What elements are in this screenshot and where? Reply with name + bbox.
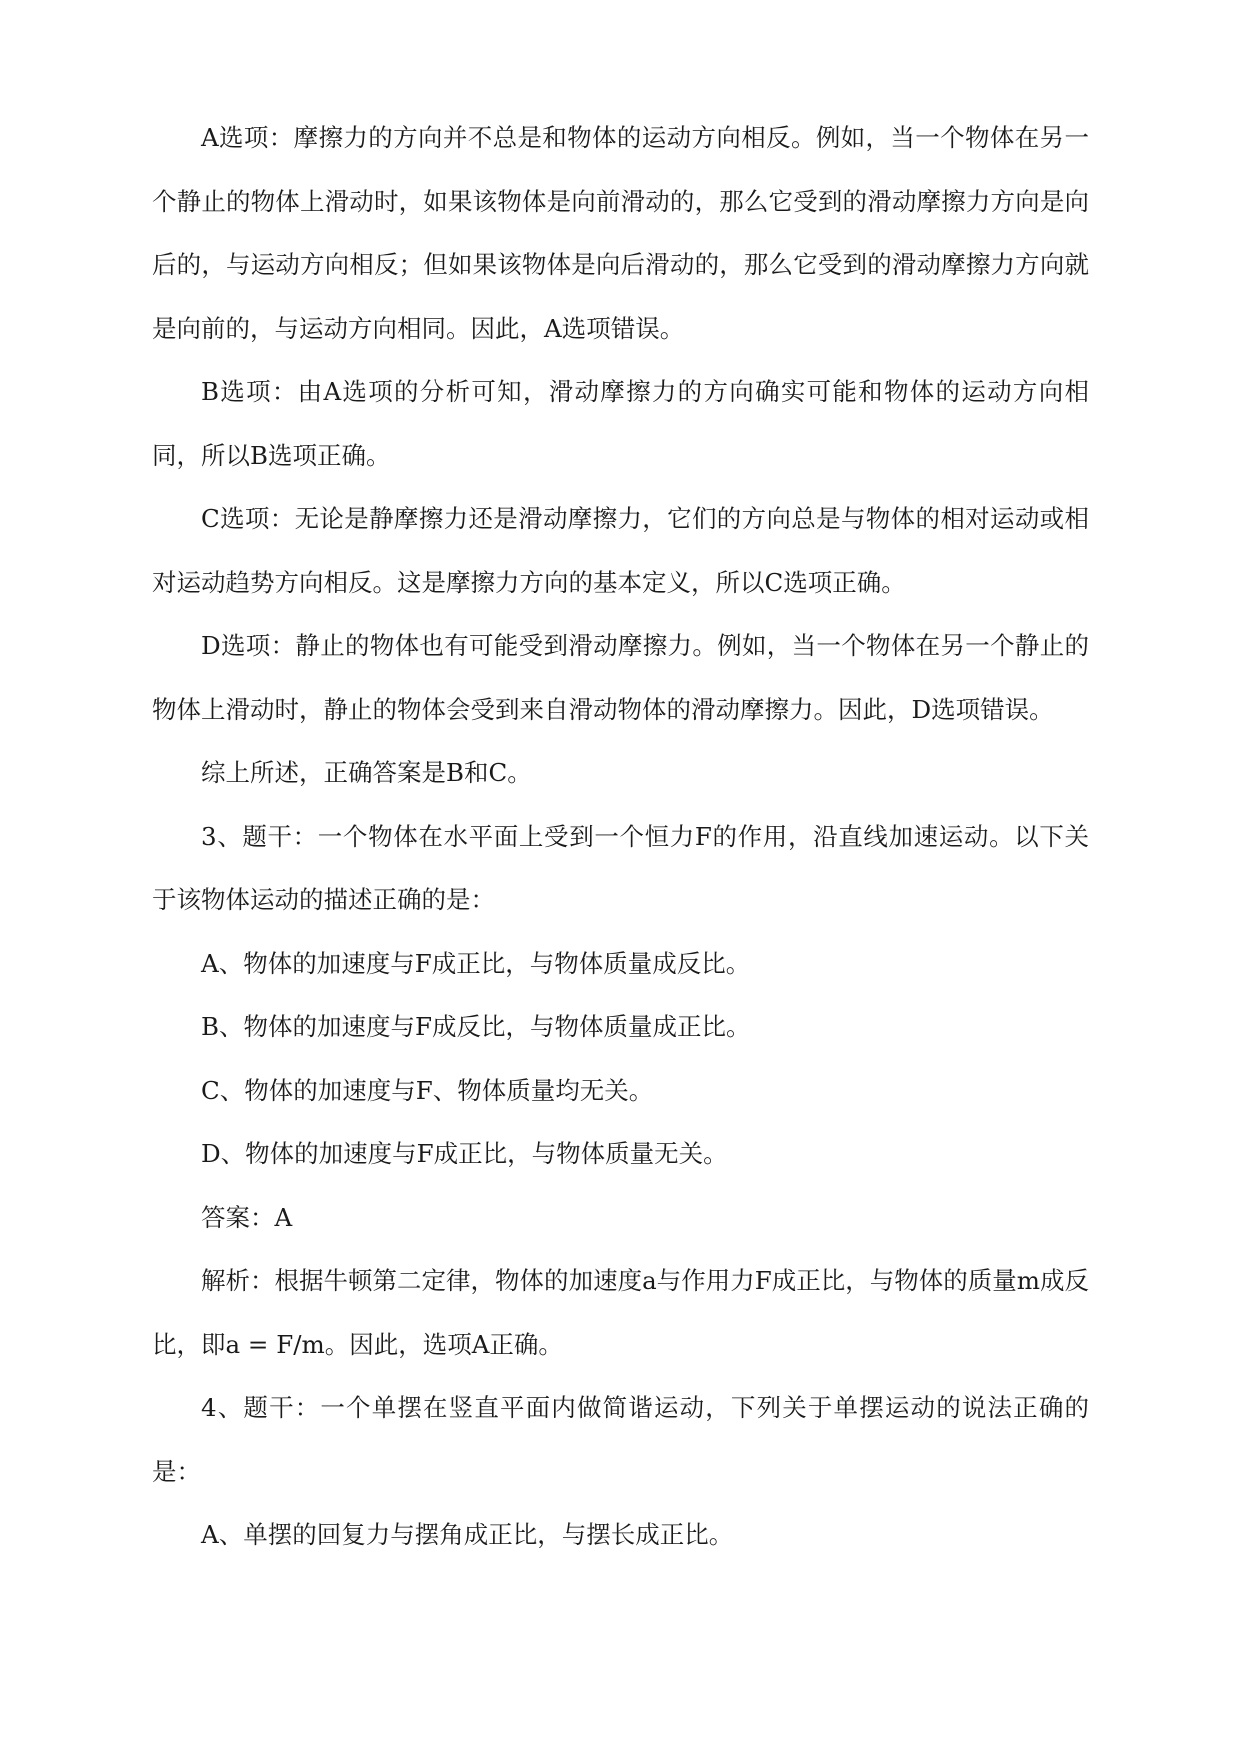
paragraph-option-c-analysis: C选项：无论是静摩擦力还是滑动摩擦力，它们的方向总是与物体的相对运动或相对运动趋势方向相反。这是摩擦力方向的基本定义，所以C选项正确。	[152, 504, 1089, 597]
question-3-option-b: B、物体的加速度与F成反比，与物体质量成正比。	[201, 1012, 751, 1041]
question-3-option-c: C、物体的加速度与F、物体质量均无关。	[201, 1075, 654, 1105]
paragraph-conclusion: 综上所述，正确答案是B和C。	[201, 758, 532, 787]
paragraph-option-d-analysis: D选项：静止的物体也有可能受到滑动摩擦力。例如，当一个物体在另一个静止的物体上滑动时，静止的物体会受到来自滑动物体的滑动摩擦力。因此，D选项错误。	[152, 631, 1089, 724]
paragraph-option-b-analysis: B选项：由A选项的分析可知，滑动摩擦力的方向确实可能和物体的运动方向相同，所以B选项正确。	[152, 377, 1089, 470]
paragraph-option-a-analysis: A选项：摩擦力的方向并不总是和物体的运动方向相反。例如，当一个物体在另一个静止的物体上滑动时，如果该物体是向前滑动的，那么它受到的滑动摩擦力方向是向后的，与运动方向相反；但如果该物体是向后滑动的，那么它受到的滑动摩擦力方向就是向前的，与运动方向相同。因此，A选项错误。	[152, 123, 1089, 343]
question-4-option-a: A、单摆的回复力与摆角成正比，与摆长成正比。	[201, 1520, 734, 1549]
question-3-explanation: 解析：根据牛顿第二定律，物体的加速度a与作用力F成正比，与物体的质量m成反比，即a = F/m。因此，选项A正确。	[152, 1266, 1089, 1359]
question-4-stem: 4、题干：一个单摆在竖直平面内做简谐运动，下列关于单摆运动的说法正确的是：	[152, 1393, 1089, 1486]
document-body	[152, 106, 1089, 1567]
question-3-option-d: D、物体的加速度与F成正比，与物体质量无关。	[201, 1139, 728, 1168]
question-3-option-a: A、物体的加速度与F成正比，与物体质量成反比。	[201, 948, 751, 978]
question-3-answer: 答案：A	[201, 1202, 293, 1232]
question-3-stem: 3、题干：一个物体在水平面上受到一个恒力F的作用，沿直线加速运动。以下关于该物体运动的描述正确的是：	[152, 821, 1089, 914]
